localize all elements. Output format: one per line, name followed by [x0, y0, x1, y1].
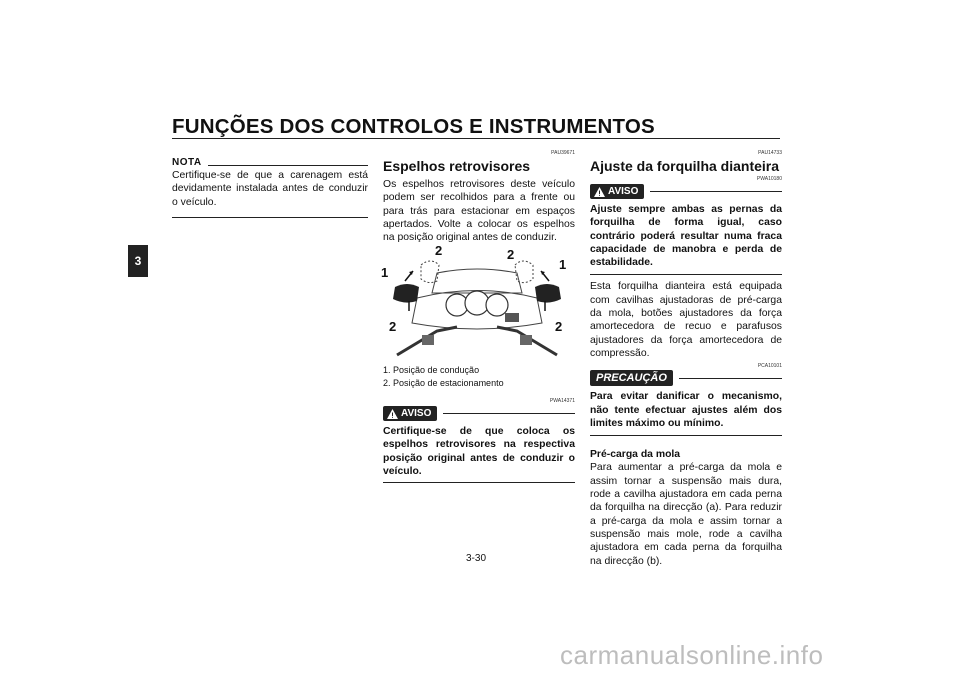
legend-item: 2. Posição de estacionamento: [383, 378, 504, 388]
figure-legend: [383, 364, 575, 390]
section-code: PAU39671: [551, 150, 575, 156]
mirrors-warning: [383, 398, 575, 483]
mirrors-section: [383, 150, 575, 244]
title-divider: [172, 138, 780, 139]
caution-rule: [679, 378, 782, 379]
mirrors-body: Os espelhos retrovisores deste veículo podem ser recolhidos para a frente ou para trás para estacionar em espaços apertados. Volte a colocar os espelhos na posição original antes de conduzir.: [383, 179, 575, 244]
warning-code: PWA14371: [549, 398, 575, 404]
warning-badge: [590, 184, 644, 199]
nota-text: Certifique-se de que a carenagem está devidamente instalada antes de conduzir o veículo.: [172, 170, 368, 208]
nota-end-rule: [172, 217, 368, 218]
mirrors-heading: Espelhos retrovisores: [383, 158, 531, 174]
fork-section: [590, 150, 782, 568]
mirror-figure: [377, 243, 577, 363]
warning-text: Ajuste sempre ambas as pernas da forquilha de forma igual, caso contrário poderá resultar numa fraca capacidade de manobra e perda de estabilidade.: [590, 204, 782, 269]
figure-label-1-right: 1: [559, 257, 567, 272]
section-code: PAU14733: [758, 150, 782, 156]
caution-text: Para evitar danificar o mecanismo, não tente efectuar ajustes além dos limites máximo ou mínimo.: [590, 391, 782, 429]
warning-text: Certifique-se de que coloca os espelhos retrovisores na respectiva posição original antes de conduzir o veículo.: [383, 426, 575, 477]
warning-end-rule: [590, 274, 782, 275]
nota-rule: [208, 165, 368, 166]
figure-label-2-right-top: 2: [507, 247, 515, 262]
caution-badge: PRECAUÇÃO: [590, 370, 673, 386]
preload-subheading: Pré-carga da mola: [590, 449, 681, 461]
nota-block: [172, 157, 368, 218]
warning-rule: [443, 413, 575, 414]
caution-code: PCA10101: [757, 363, 782, 370]
figure-label-1-left: 1: [381, 265, 389, 280]
warning-label: AVISO: [401, 408, 432, 419]
warning-icon: [387, 409, 398, 419]
warning-label: AVISO: [608, 186, 639, 197]
page-number: 3-30: [466, 553, 487, 564]
caution-end-rule: [590, 435, 782, 436]
fork-body: Esta forquilha dianteira está equipada com cavilhas ajustadoras de pré-carga da mola, botões ajustadores da força amortecedora de recuo e parafusos ajustadores da força amortecedora de compressão.: [590, 281, 782, 359]
nota-label: NOTA: [172, 157, 202, 168]
warning-icon: [594, 187, 605, 197]
watermark: carmanualsonline.info: [560, 640, 824, 670]
figure-label-2-left-bottom: 2: [389, 319, 397, 334]
warning-rule: [650, 191, 782, 192]
warning-badge: [383, 406, 437, 421]
fork-heading: Ajuste da forquilha dianteira: [590, 158, 780, 174]
handlebar-illustration: [377, 243, 577, 363]
preload-body: Para aumentar a pré-carga da mola e assim tornar a suspensão mais dura, rode a cavilha ajustadora em cada perna da forquilha na direcção (a). Para reduzir a pré-carga da mola e assim tornar a suspensão mais mole, rode a cavilha ajustadora em cada perna da forquilha na direcção (b).: [590, 462, 782, 567]
legend-item: 1. Posição de condução: [383, 365, 480, 375]
page-title: FUNÇÕES DOS CONTROLOS E INSTRUMENTOS: [172, 115, 655, 138]
chapter-tab: 3: [128, 245, 148, 277]
warning-code: PWA10180: [756, 176, 782, 182]
figure-label-2-right-bottom: 2: [555, 319, 563, 334]
warning-end-rule: [383, 482, 575, 483]
figure-label-2-left-top: 2: [435, 243, 443, 258]
